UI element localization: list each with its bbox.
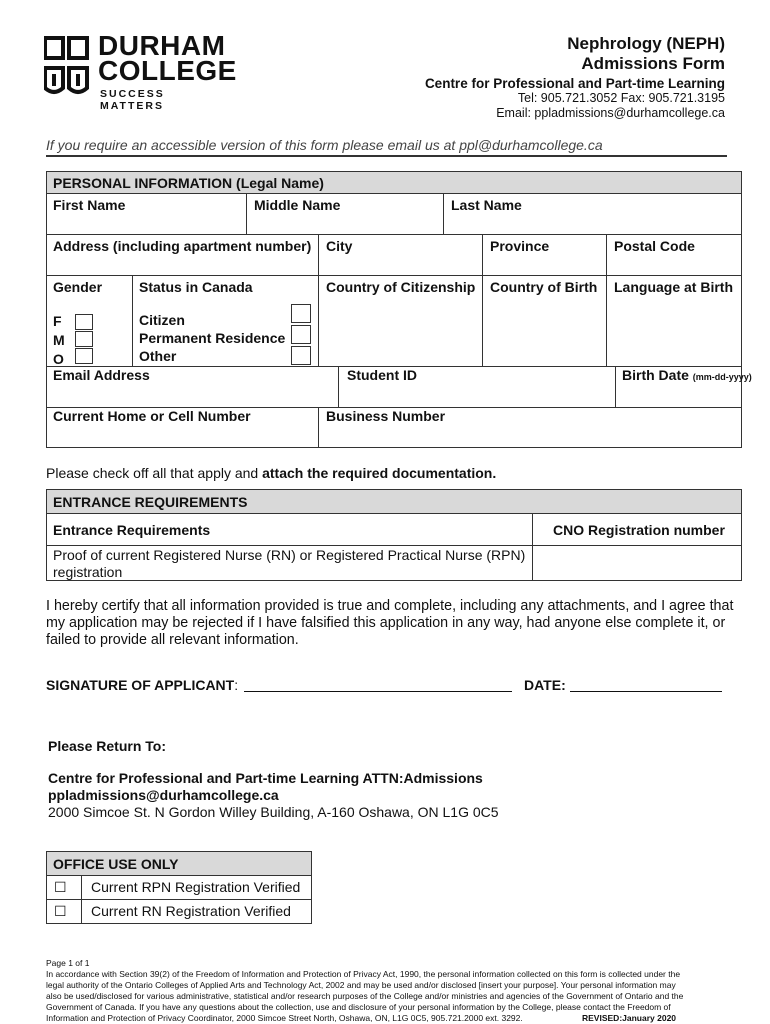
revision-date: REVISED:January 2020 [582, 1013, 677, 1023]
gender-m-checkbox[interactable] [75, 331, 93, 347]
logo-tagline: SUCCESS MATTERS [100, 88, 165, 112]
other-status-checkbox[interactable] [291, 346, 311, 365]
privacy-notice-3: also be used/disclosed for various administrative, statistical and/or research purposes of the College and/or ministries and agencies of the Government of Ontario and the [46, 991, 684, 1001]
entrance-row-text-1: Proof of current Registered Nurse (RN) or Registered Practical Nurse (RPN) [53, 547, 526, 563]
logo-word-college: COLLEGE [98, 55, 237, 86]
gender-f-checkbox[interactable] [75, 314, 93, 330]
personal-info-header [46, 171, 742, 194]
gender-o-checkbox[interactable] [75, 348, 93, 364]
birth-date-field[interactable] [615, 366, 752, 408]
status-label: Status in Canada [139, 279, 253, 295]
logo-word-durham: DURHAM [98, 30, 226, 61]
country-citizenship-label: Country of Citizenship [326, 279, 476, 295]
status-option-permanent-residence: Permanent Residence [139, 330, 286, 346]
status-option-citizen: Citizen [139, 312, 185, 328]
divider [46, 155, 727, 157]
gender-option-f: F [53, 313, 62, 329]
permanent-residence-checkbox[interactable] [291, 325, 311, 344]
home-phone-field[interactable] [46, 407, 319, 448]
postal-code-label: Postal Code [614, 238, 695, 254]
entrance-header [46, 489, 742, 514]
city-label: City [326, 238, 353, 254]
first-name-label: First Name [53, 197, 126, 213]
entrance-row [46, 545, 533, 581]
address-label: Address (including apartment number) [53, 238, 312, 254]
check-instruction-text: Please check off all that apply and [46, 465, 263, 481]
birth-date-label [622, 367, 752, 383]
signature-colon: : [234, 677, 239, 693]
last-name-label: Last Name [451, 197, 522, 213]
signature-line[interactable] [244, 691, 512, 692]
privacy-notice-5: Information and Protection of Privacy Coordinator, 2000 Simcoe Street North, Oshawa, ON, L1G 0C5, 905.721.2000 ext. 3292. [46, 1013, 523, 1023]
return-heading: Please Return To: [48, 738, 166, 754]
rpn-verified-label: Current RPN Registration Verified [91, 879, 301, 895]
cno-col-header [532, 513, 742, 546]
date-line[interactable] [570, 691, 722, 692]
province-field[interactable] [482, 234, 607, 276]
centre-name: Centre for Professional and Part-time Learning [424, 76, 725, 91]
section-title: OFFICE USE ONLY [53, 856, 179, 872]
gender-field [46, 275, 133, 367]
gender-label: Gender [53, 279, 103, 295]
certify-line-3: failed to provide all relevant information. [46, 632, 299, 648]
country-citizenship-field[interactable] [318, 275, 483, 367]
return-line-1: Centre for Professional and Part-time Learning ATTN:Admissions [48, 770, 483, 786]
form-title: Nephrology (NEPH) [567, 34, 725, 53]
form-subtitle: Admissions Form [581, 54, 725, 73]
postal-code-field[interactable] [606, 234, 742, 276]
cno-number-field[interactable] [532, 545, 742, 581]
privacy-notice-4: Government of Canada. If you have any questions about the collection, use and disclosure of your personal information by the College, please contact the Freedom of [46, 1002, 671, 1012]
address-field[interactable] [46, 234, 319, 276]
date-label: DATE: [524, 677, 566, 693]
cno-col-label: CNO Registration number [553, 522, 725, 538]
check-instruction-bold: attach the required documentation. [262, 465, 497, 481]
crest-icon [44, 36, 90, 100]
privacy-notice-1: In accordance with Section 39(2) of the Freedom of Information and Protection of Privacy Act, 1990, the personal information collected on this form is collected under the [46, 969, 681, 979]
entrance-col-label: Entrance Requirements [53, 522, 211, 538]
email-label: Email Address [53, 367, 150, 383]
birth-date-text: Birth Date [622, 367, 689, 383]
last-name-field[interactable] [443, 193, 742, 235]
certify-line-2: my application may be rejected if I have falsified this application in any way, had anyone else complete it, or [46, 615, 726, 631]
language-birth-field[interactable] [606, 275, 742, 367]
return-email: ppladmissions@durhamcollege.ca [48, 787, 279, 803]
country-birth-field[interactable] [482, 275, 607, 367]
college-logo [44, 30, 237, 112]
birth-date-format: (mm-dd-yyyy) [692, 372, 752, 382]
section-title: ENTRANCE REQUIREMENTS [53, 494, 248, 510]
citizen-checkbox[interactable] [291, 304, 311, 323]
email-field[interactable] [46, 366, 339, 408]
check-instruction [46, 465, 496, 481]
province-label: Province [490, 238, 550, 254]
country-birth-label: Country of Birth [490, 279, 598, 295]
language-birth-label: Language at Birth [614, 279, 734, 295]
page-number: Page 1 of 1 [46, 958, 90, 968]
checkbox-icon: ☐ [54, 903, 67, 919]
rn-verified-check[interactable] [46, 899, 82, 924]
business-number-label: Business Number [326, 408, 446, 424]
entrance-row-text-2: registration [53, 564, 123, 580]
business-number-field[interactable] [318, 407, 742, 448]
rn-verified-label: Current RN Registration Verified [91, 903, 291, 919]
entrance-col-header [46, 513, 533, 546]
rn-verified-item [81, 899, 312, 924]
signature-label-text: SIGNATURE OF APPLICANT [46, 677, 235, 693]
student-id-label: Student ID [347, 367, 417, 383]
status-field [132, 275, 319, 367]
checkbox-icon: ☐ [54, 879, 67, 895]
first-name-field[interactable] [46, 193, 247, 235]
status-option-other: Other [139, 348, 177, 364]
return-address: 2000 Simcoe St. N Gordon Willey Building, A-160 Oshawa, ON L1G 0C5 [48, 804, 499, 820]
section-title: PERSONAL INFORMATION (Legal Name) [53, 175, 324, 191]
gender-option-m: M [53, 332, 65, 348]
contact-email: Email: ppladmissions@durhamcollege.ca [496, 106, 725, 120]
privacy-notice-2: legal authority of the Ontario Colleges of Applied Arts and Technology Act, 2002 and may be used and/or disclosed [insert your purpose]. Your personal information may [46, 980, 676, 990]
city-field[interactable] [318, 234, 483, 276]
form-header [425, 34, 725, 121]
certify-line-1: I hereby certify that all information provided is true and complete, including any attachments, and I agree that [46, 598, 734, 614]
rpn-verified-check[interactable] [46, 875, 82, 900]
gender-option-o: O [53, 351, 64, 367]
accessibility-note: If you require an accessible version of this form please email us at ppl@durhamcollege.ca [46, 137, 603, 153]
rpn-verified-item [81, 875, 312, 900]
middle-name-label: Middle Name [254, 197, 341, 213]
middle-name-field[interactable] [246, 193, 444, 235]
student-id-field[interactable] [338, 366, 616, 408]
home-phone-label: Current Home or Cell Number [53, 408, 251, 424]
signature-label [46, 677, 238, 693]
office-use-header [46, 851, 312, 876]
contact-phone: Tel: 905.721.3052 Fax: 905.721.3195 [517, 91, 725, 105]
